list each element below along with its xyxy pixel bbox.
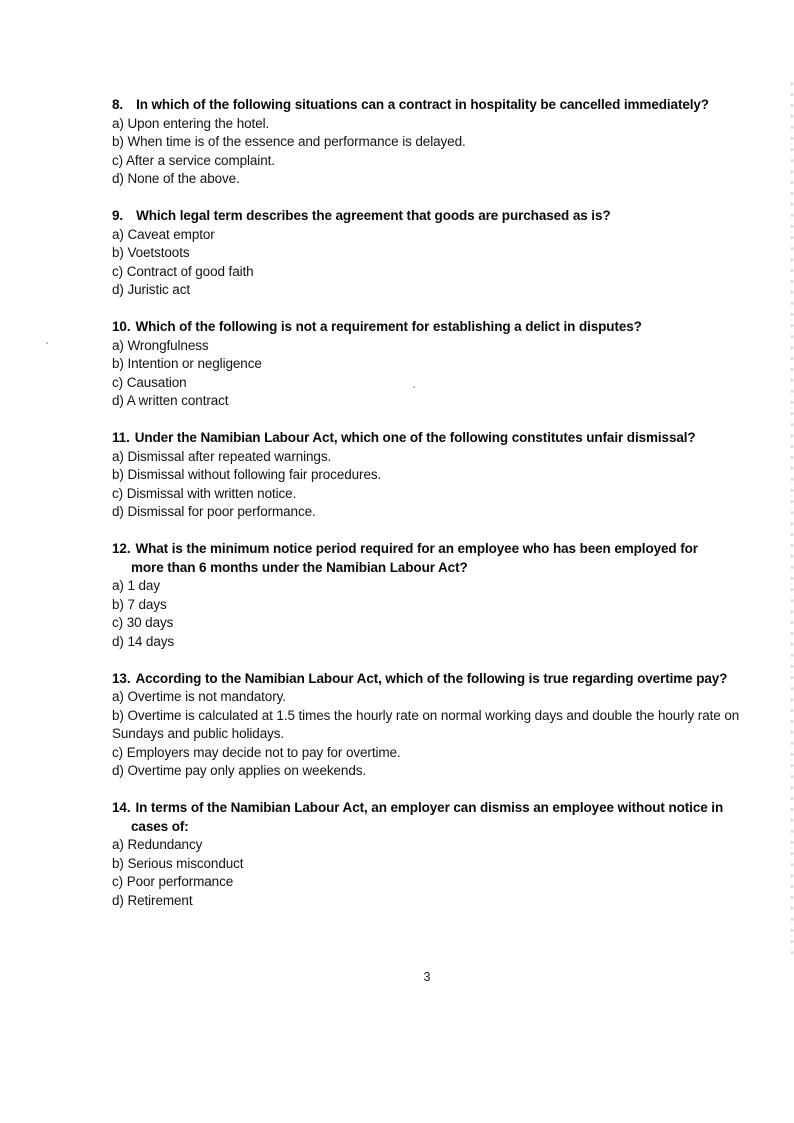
option-a: a) Redundancy xyxy=(112,837,203,852)
question-heading xyxy=(112,318,742,337)
option-a: a) Overtime is not mandatory. xyxy=(112,689,286,704)
question-text: Which of the following is not a requirement for establishing a delict in disputes? xyxy=(135,319,642,334)
scan-speckle xyxy=(46,342,48,344)
option-d: d) Juristic act xyxy=(112,282,191,297)
page-number: 3 xyxy=(423,970,431,984)
option-d: d) A written contract xyxy=(112,393,229,408)
question-text: In which of the following situations can a contract in hospitality be cancelled immediately? xyxy=(136,97,709,112)
question-heading xyxy=(112,670,742,689)
option-a: a) 1 day xyxy=(112,578,160,593)
question-text: Under the Namibian Labour Act, which one of the following constitutes unfair dismissal? xyxy=(134,430,696,445)
question-text: In terms of the Namibian Labour Act, an employer can dismiss an employee without notice in xyxy=(135,800,724,815)
question-text: According to the Namibian Labour Act, which of the following is true regarding overtime pay? xyxy=(135,670,728,686)
question-block-11 xyxy=(112,429,742,522)
question-number: 11. xyxy=(112,430,130,445)
question-block-8 xyxy=(112,96,742,189)
option-a: a) Wrongfulness xyxy=(112,337,209,353)
option-a: a) Caveat emptor xyxy=(112,226,215,242)
question-number: 9. xyxy=(112,208,124,223)
option-c: c) Employers may decide not to pay for overtime. xyxy=(112,744,401,760)
question-text: What is the minimum notice period required for an employee who has been employed for xyxy=(135,541,698,556)
question-heading xyxy=(112,96,742,115)
question-number: 12. xyxy=(112,541,131,556)
option-c: c) After a service complaint. xyxy=(112,152,275,168)
question-block-10 xyxy=(112,318,742,411)
option-b: b) 7 days xyxy=(112,596,167,612)
question-number: 14. xyxy=(112,800,131,815)
question-heading xyxy=(112,540,742,559)
option-b: b) When time is of the essence and performance is delayed. xyxy=(112,134,466,149)
question-heading xyxy=(112,799,742,818)
option-a: a) Upon entering the hotel. xyxy=(112,115,270,131)
question-number: 8. xyxy=(112,97,124,112)
option-d: d) None of the above. xyxy=(112,171,240,186)
question-block-12 xyxy=(112,540,742,651)
question-text-continuation: cases of: xyxy=(131,818,189,834)
option-b: b) Dismissal without following fair procedures. xyxy=(112,467,382,482)
question-block-13 xyxy=(112,670,742,781)
scan-noise-right-edge xyxy=(791,82,793,962)
option-b: b) Voetstoots xyxy=(112,245,190,260)
question-list xyxy=(112,96,742,910)
option-b: b) Serious misconduct xyxy=(112,855,244,871)
option-d: d) Dismissal for poor performance. xyxy=(112,504,316,519)
option-b: b) Overtime is calculated at 1.5 times the hourly rate on normal working days and double the hourly rate on Sundays and public holidays. xyxy=(112,707,740,741)
option-d: d) Retirement xyxy=(112,892,193,908)
option-c: c) Poor performance xyxy=(112,874,234,889)
option-c: c) Dismissal with written notice. xyxy=(112,485,297,501)
option-a: a) Dismissal after repeated warnings. xyxy=(112,448,332,464)
question-number: 10. xyxy=(112,319,131,334)
question-heading xyxy=(112,429,742,448)
option-c: c) Causation xyxy=(112,374,187,390)
option-b: b) Intention or negligence xyxy=(112,356,262,371)
question-text: Which legal term describes the agreement that goods are purchased as is? xyxy=(136,208,611,223)
scan-speckle xyxy=(413,386,415,388)
question-number: 13. xyxy=(112,670,131,686)
question-block-14 xyxy=(112,799,742,910)
option-d: d) Overtime pay only applies on weekends. xyxy=(112,763,367,778)
option-c: c) 30 days xyxy=(112,615,174,630)
option-d: d) 14 days xyxy=(112,633,175,649)
question-text-continuation: more than 6 months under the Namibian Labour Act? xyxy=(131,559,468,575)
option-c: c) Contract of good faith xyxy=(112,263,254,279)
question-block-9 xyxy=(112,207,742,300)
question-heading xyxy=(112,207,742,226)
